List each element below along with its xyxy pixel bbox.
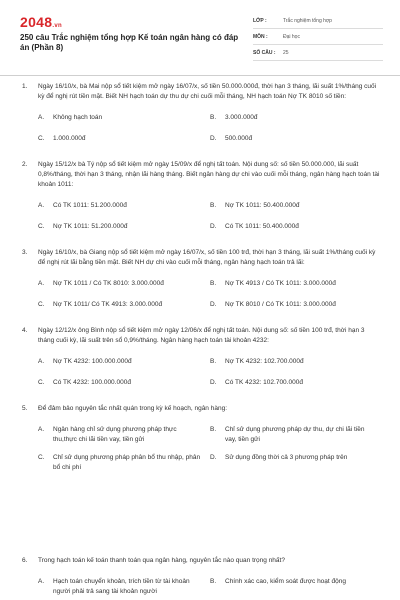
answer-option[interactable]: D. Sử dụng đồng thời cả 3 phương pháp trên xyxy=(210,454,348,461)
document-title: 250 câu Trắc nghiệm tổng hợp Kế toán ngân hàng có đáp án (Phần 8) xyxy=(20,33,239,52)
question-text: Trong hạch toán kế toán thanh toán qua ngân hàng, nguyên tắc nào quan trọng nhất? xyxy=(38,557,285,564)
question-item xyxy=(22,556,382,597)
document-meta xyxy=(253,14,383,62)
question-number: 6. xyxy=(22,557,28,564)
answer-option[interactable]: B. Nợ TK 4232: 102.700.000đ xyxy=(210,358,304,365)
answer-option[interactable]: B. 3.000.000đ xyxy=(210,114,258,121)
meta-row-count: SỐ CÂU : 25 xyxy=(253,46,383,61)
question-text: Ngày 12/12/x ông Bình nộp sổ tiết kiệm mở ngày 12/06/x để nghị tất toán. Nội dung số: số tiền 100 trđ, thời hạn 3 tháng cuối kỳ, lãi suất trên sổ 0,9%/tháng. Ngân hàng hạch toán tài khoản 4232: xyxy=(38,327,365,344)
site-logo[interactable]: 2048.vn xyxy=(20,14,62,30)
answer-option[interactable]: C. Nợ TK 1011: 51.200.000đ xyxy=(38,223,128,230)
answer-option[interactable]: B. Chính xác cao, kiểm soát được hoạt động xyxy=(210,578,346,585)
question-number: 4. xyxy=(22,327,28,334)
answer-option[interactable]: A. Hạch toán chuyển khoản, trích tiền từ tài khoản người phải trả sang tài khoản người xyxy=(38,578,190,595)
answer-option[interactable]: A. Nợ TK 1011 / Có TK 8010: 3.000.000đ xyxy=(38,280,164,287)
question-item xyxy=(22,404,382,473)
question-number: 3. xyxy=(22,249,28,256)
meta-row-subject: MÔN : Đại học xyxy=(253,30,383,45)
answer-option[interactable]: D. 500.000đ xyxy=(210,135,253,142)
answer-option[interactable]: C. Nợ TK 1011/ Có TK 4913: 3.000.000đ xyxy=(38,301,163,308)
question-number: 1. xyxy=(22,83,28,90)
answer-option[interactable]: B. Nợ TK 4913 / Có TK 1011: 3.000.000đ xyxy=(210,280,336,287)
answer-option[interactable]: C. 1.000.000đ xyxy=(38,135,86,142)
answer-option[interactable]: A. Nợ TK 4232: 100.000.000đ xyxy=(38,358,132,365)
question-number: 5. xyxy=(22,405,28,412)
answer-option[interactable]: D. Có TK 1011: 50.400.000đ xyxy=(210,223,299,230)
question-text: Ngày 15/12/x bà Tý nộp sổ tiết kiệm mở ngày 15/09/x để nghị tất toán. Nội dung số: số tiền 50.000.000, lãi suất 0,8%/tháng, thời hạn 3 tháng, nhận lãi hàng tháng. Biết ngân hàng dự chi vào cuối mỗi tháng, ngân hàng hạch toán tài khoản 1011: xyxy=(38,161,380,188)
meta-row-class: LỚP : Trắc nghiệm tổng hợp xyxy=(253,14,383,29)
answer-option[interactable]: D. Nợ TK 8010 / Có TK 1011: 3.000.000đ xyxy=(210,301,336,308)
answer-option[interactable]: C. Có TK 4232: 100.000.000đ xyxy=(38,379,131,386)
question-item xyxy=(22,160,382,232)
question-text: Ngày 16/10/x, bà Mai nộp sổ tiết kiệm mở ngày 16/07/x, số tiền 50.000.000đ, thời hạn 3 tháng, lãi suất 1%/tháng cuối kỳ để nghị rút tiền mặt. Biết NH hạch toán dự thu dự chi cuối mỗi tháng, NH hạch toán Nợ TK 8010 số tiền: xyxy=(38,83,377,100)
answer-option[interactable]: A. Ngân hàng chỉ sử dụng phương pháp thực thu,thực chi lãi tiền vay, tiền gửi xyxy=(38,426,177,443)
question-item xyxy=(22,326,382,388)
question-text: Để đảm bảo nguyên tắc nhất quán trong kỳ kế hoạch, ngân hàng: xyxy=(38,405,227,412)
answer-option[interactable]: A. Không hạch toán xyxy=(38,114,103,121)
question-list xyxy=(22,82,382,489)
question-item xyxy=(22,82,382,144)
answer-option[interactable]: C. Chỉ sử dụng phương pháp phân bổ thu nhập, phân bổ chi phí xyxy=(38,454,201,471)
document-header xyxy=(0,0,400,76)
answer-option[interactable]: B. Nợ TK 1011: 50.400.000đ xyxy=(210,202,300,209)
question-text: Ngày 16/10/x, bà Giang nộp sổ tiết kiệm mở ngày 16/07/x, số tiền 100 trđ, thời hạn 3 tháng, lãi suất 1%/tháng cuối kỳ để nghị rút lãi bằng tiền mặt. Biết NH dự chi vào cuối mỗi tháng, ngân hàng hạch toán trả lãi: xyxy=(38,249,376,266)
answer-option[interactable]: A. Có TK 1011: 51.200.000đ xyxy=(38,202,127,209)
question-item xyxy=(22,248,382,310)
answer-option[interactable]: B. Chỉ sử dụng phương pháp dự thu, dự chi lãi tiền vay, tiền gửi xyxy=(210,426,365,443)
answer-option[interactable]: D. Có TK 4232: 102.700.000đ xyxy=(210,379,303,386)
question-number: 2. xyxy=(22,161,28,168)
